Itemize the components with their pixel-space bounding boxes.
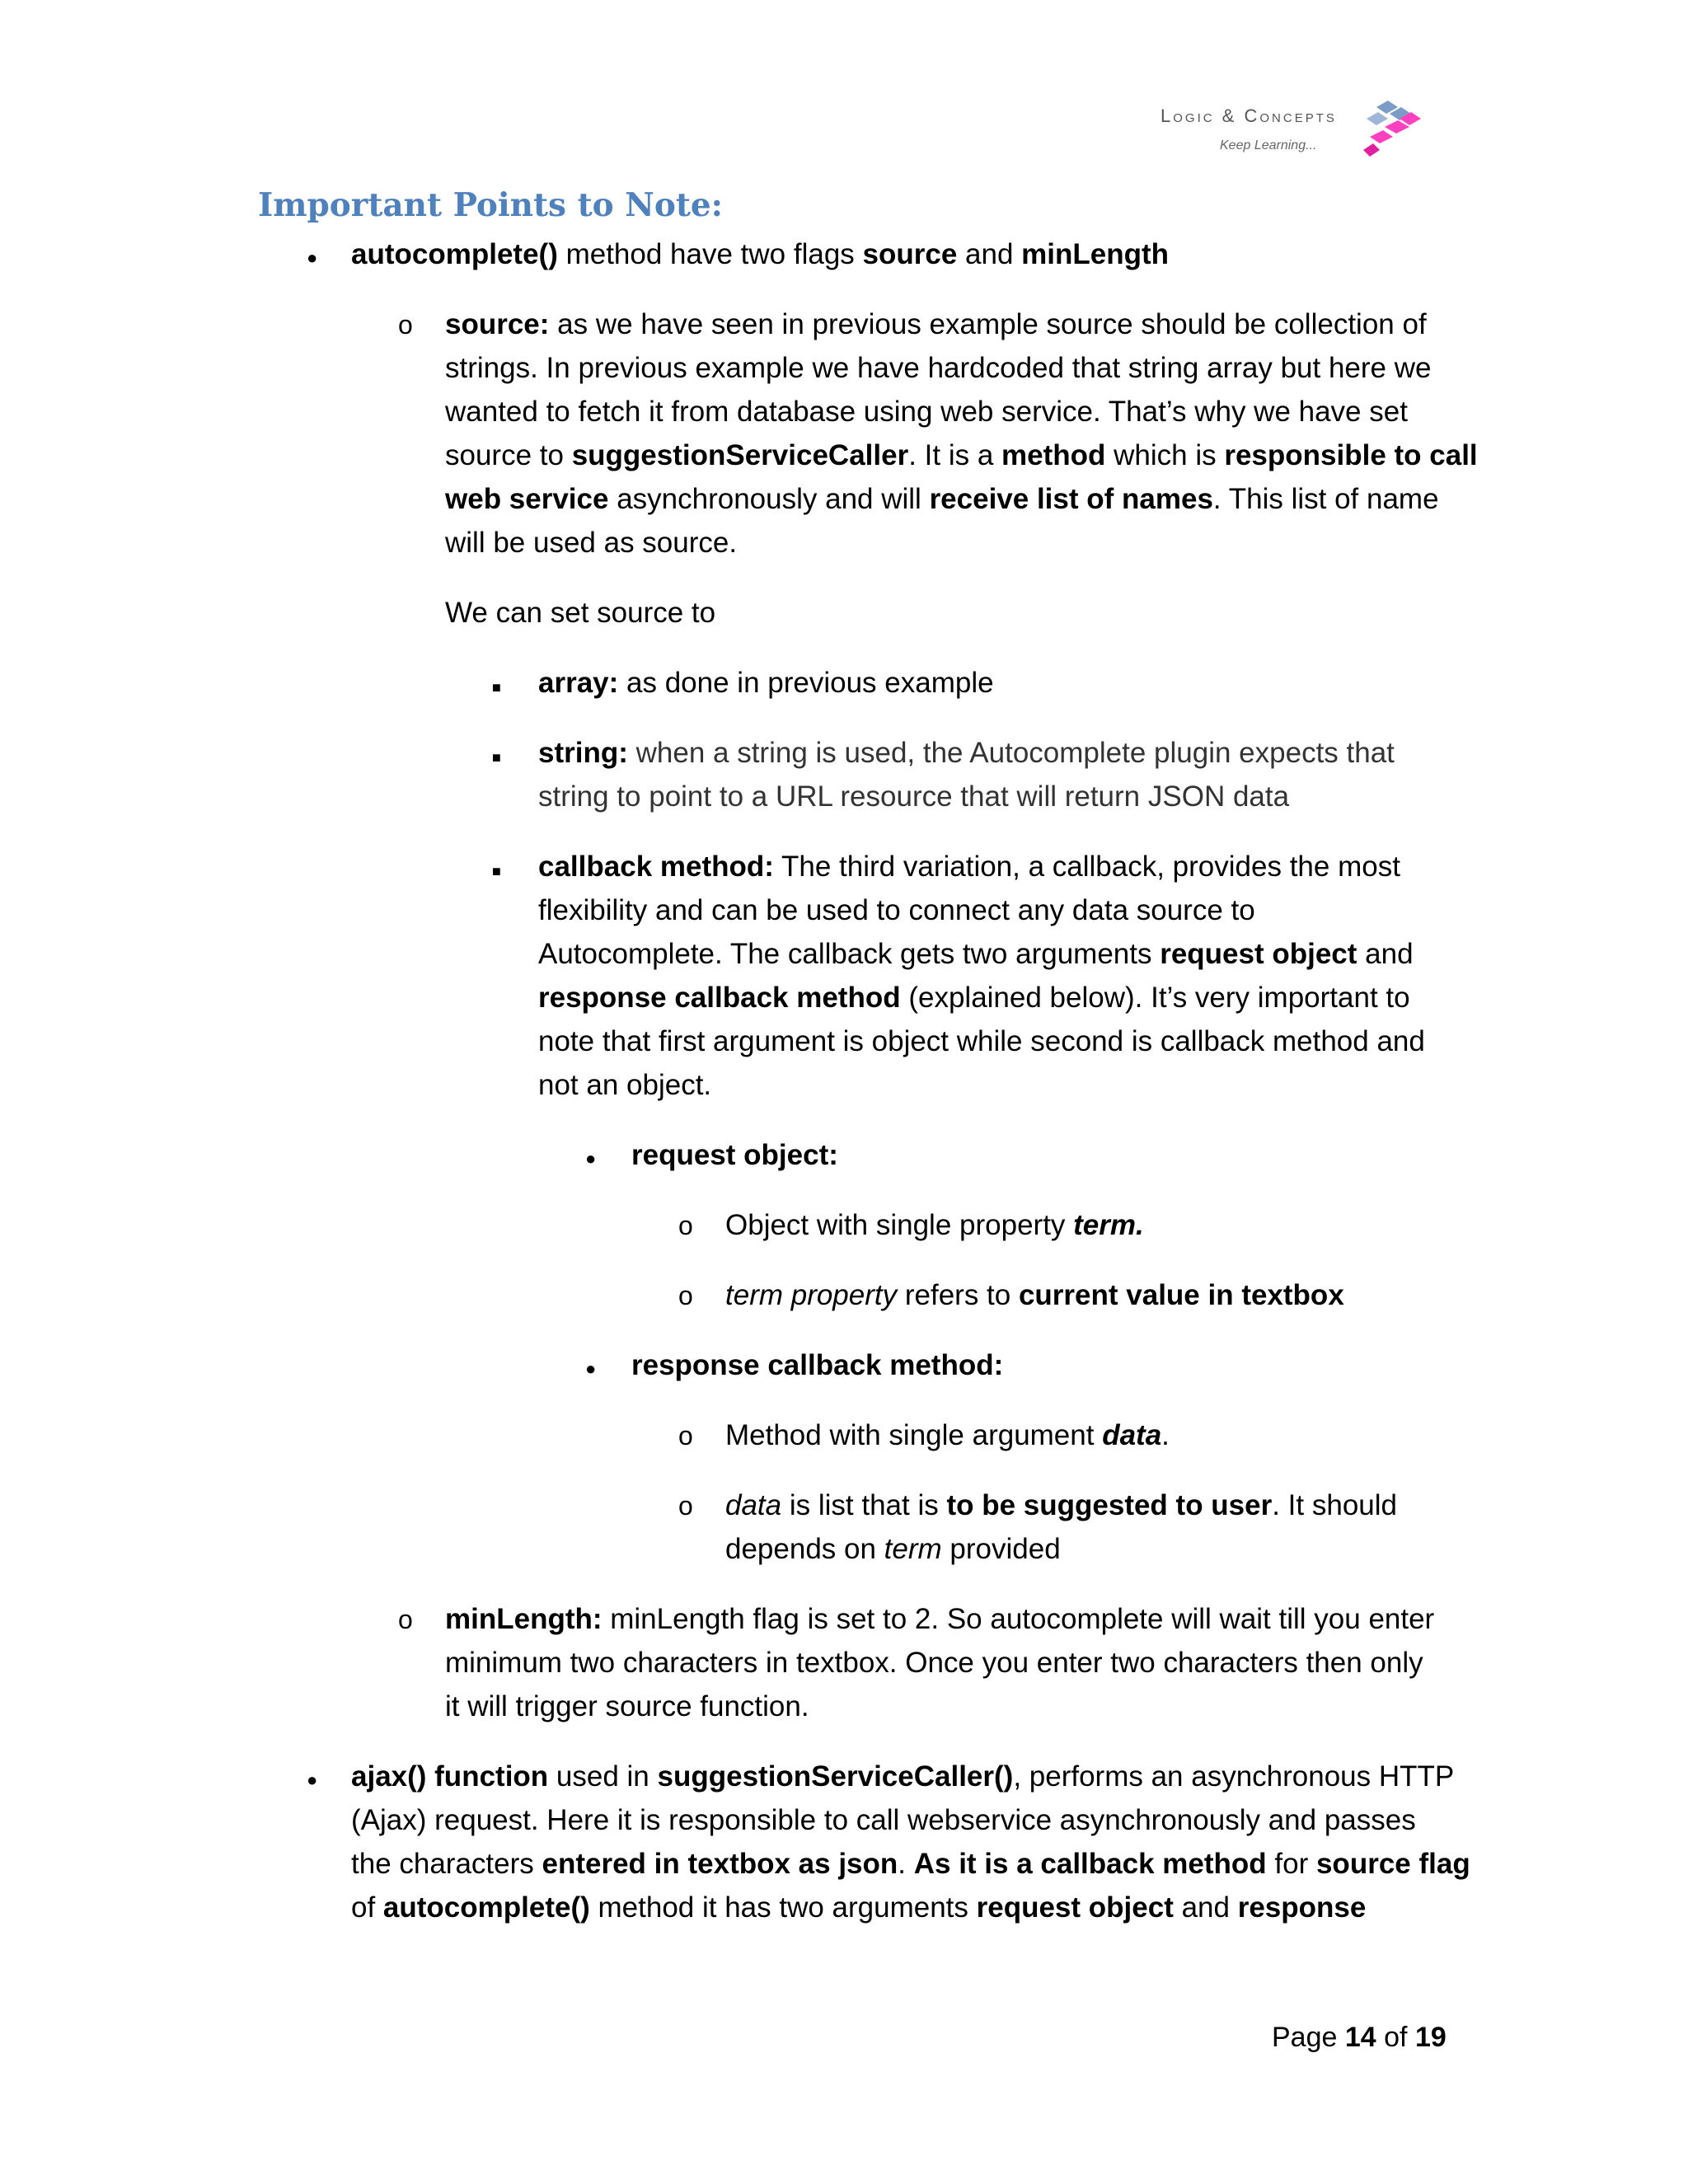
list-item: response callback method: xyxy=(631,1349,1004,1381)
logo-tagline: Keep Learning... xyxy=(1220,138,1317,152)
text-line: strings. In previous example we have hardcoded that string array but here we xyxy=(445,352,1432,384)
text-line: will be used as source. xyxy=(445,527,738,559)
text-line: flexibility and can be used to connect any data source to xyxy=(538,894,1255,926)
bullet-disc xyxy=(585,1133,596,1180)
text-line: minimum two characters in textbox. Once you enter two characters then only xyxy=(445,1647,1423,1679)
bullet-disc xyxy=(307,1755,317,1802)
bullet-circle xyxy=(678,1413,693,1458)
text-line: response callback method (explained below). It’s very important to xyxy=(538,982,1410,1014)
bullet-disc xyxy=(307,232,317,279)
list-item: term property refers to current value in textbox xyxy=(725,1279,1344,1311)
text-line: string to point to a URL resource that will return JSON data xyxy=(538,780,1290,813)
text-line: Autocomplete. The callback gets two arguments request object and xyxy=(538,938,1414,970)
bullet-square xyxy=(492,661,501,710)
list-item: callback method: The third variation, a callback, provides the most xyxy=(538,851,1400,883)
bullet-circle xyxy=(398,302,413,347)
list-item: string: when a string is used, the Autocomplete plugin expects that xyxy=(538,737,1395,769)
text-line: note that first argument is object while second is callback method and xyxy=(538,1025,1425,1057)
list-item: source: as we have seen in previous example source should be collection of xyxy=(445,308,1427,340)
text-line: of autocomplete() method it has two arguments request object and response xyxy=(351,1891,1367,1924)
text-line: the characters entered in textbox as json. As it is a callback method for source flag xyxy=(351,1848,1470,1880)
bullet-square xyxy=(492,845,501,893)
list-item: data is list that is to be suggested to user. It should xyxy=(725,1489,1397,1521)
text-line: web service asynchronously and will receive list of names. This list of name xyxy=(445,483,1439,515)
text-line: (Ajax) request. Here it is responsible to call webservice asynchronously and passes xyxy=(351,1804,1416,1836)
text-line: We can set source to xyxy=(445,597,716,629)
bullet-circle xyxy=(678,1483,693,1528)
list-item: minLength: minLength flag is set to 2. So autocomplete will wait till you enter xyxy=(445,1603,1435,1635)
text-line: wanted to fetch it from database using web service. That’s why we have set xyxy=(445,396,1408,428)
bullet-circle xyxy=(678,1203,693,1248)
bullet-disc xyxy=(585,1343,596,1390)
list-item: request object: xyxy=(631,1139,838,1171)
list-item: array: as done in previous example xyxy=(538,667,994,699)
bullet-circle xyxy=(678,1273,693,1318)
page-number: Page 14 of 19 xyxy=(1272,2022,1447,2053)
bullet-circle xyxy=(398,1597,413,1642)
bullet-square xyxy=(492,731,501,780)
text-line: not an object. xyxy=(538,1069,712,1101)
logo xyxy=(1154,97,1426,163)
page-heading: Important Points to Note: xyxy=(258,186,724,224)
list-item: Object with single property term. xyxy=(725,1209,1144,1241)
logo-title: Logic & Concepts xyxy=(1160,105,1337,126)
text-line: it will trigger source function. xyxy=(445,1690,809,1722)
list-item: ajax() function used in suggestionServiceCaller(), performs an asynchronous HTTP xyxy=(351,1760,1455,1793)
list-item: Method with single argument data. xyxy=(725,1419,1170,1451)
list-item: autocomplete() method have two flags source and minLength xyxy=(351,238,1170,270)
text-line: depends on term provided xyxy=(725,1533,1061,1565)
text-line: source to suggestionServiceCaller. It is a method which is responsible to call xyxy=(445,439,1478,471)
logo-mark-icon xyxy=(1360,97,1426,163)
